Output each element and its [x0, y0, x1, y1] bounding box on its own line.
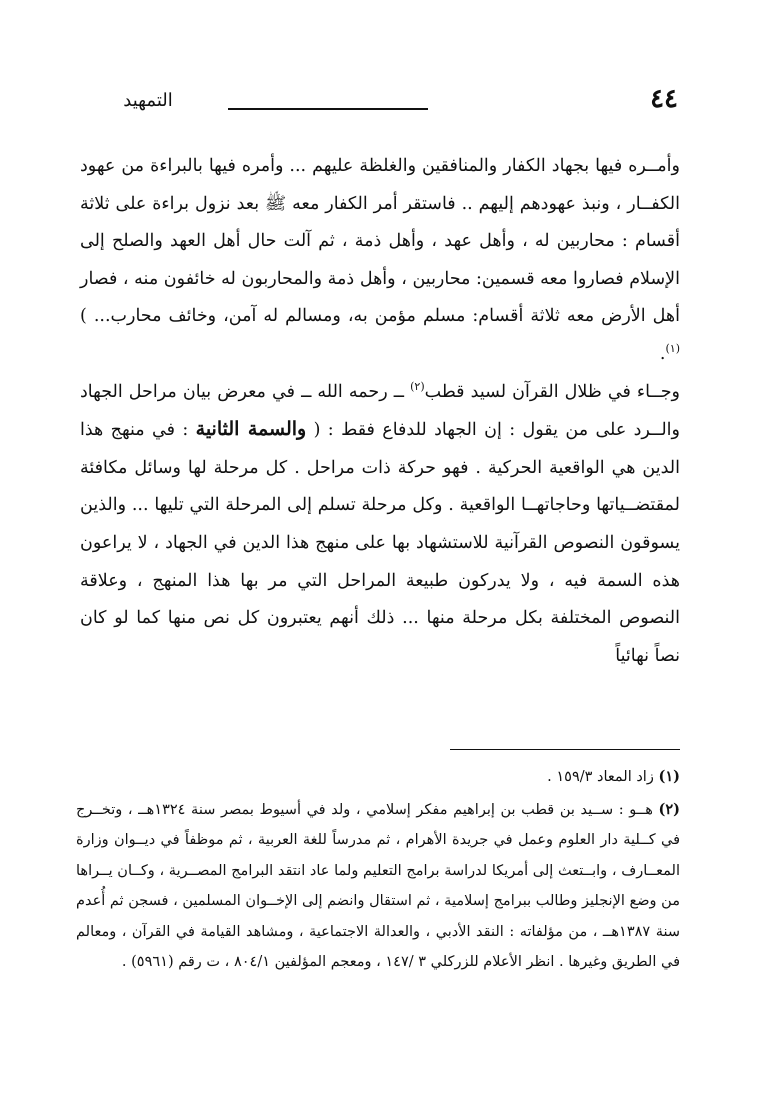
emphasized-phrase: والسمة الثانية — [195, 418, 307, 441]
paragraph-1-text: وأمــره فيها بجهاد الكفار والمنافقين والغلظة عليهم ... وأمره فيها بالبراءة من عهود الكفــار ، ونبذ عهودهم إليهم .. فاستقر أمر الكفار معه ﷺ بعد نزول براءة على ثلاثة أقسام : محاربين له ، وأهل عهد ، وأهل ذمة ، ثم آلت حال أهل العهد والصلح إلى الإسلام فصاروا معه قسمين: محاربين ، وأهل ذمة والمحاربون له خائفون منه ، فصار أهل الأرض معه ثلاثة أقسام: مسلم مؤمن به، ومسالم له آمن، وخائف محارب... ) — [80, 156, 680, 327]
footnote-2-text: هــو : ســيد بن قطب بن إبراهيم مفكر إسلامي ، ولد في أسيوط بمصر سنة ١٣٢٤هــ ، وتخــرج في كــلية دار العلوم وعمل في جريدة الأهرام ، ثم مدرساً للغة العربية ، ثم موظفاً في ديــوان وزارة المعــارف ، وابــتعث إلى أمريكا لدراسة برامج التعليم ولما عاد انتقد البرامج المصــرية ، وكــان يــراها من وضع الإنجليز وطالب ببرامج إسلامية ، ثم استقال وانضم إلى الإخــوان المسلمين ، فسجن ثم أُعدم سنة ١٣٨٧هــ ، من مؤلفاته : النقد الأدبي ، والعدالة الاجتماعية ، ومشاهد القيامة في القرآن ، ومعالم في الطريق وغيرها . انظر الأعلام للزركلي ٣ /١٤٧ ، ومعجم المؤلفين ٨٠٤/١ ، ت رقم (٥٩٦١) . — [76, 801, 680, 970]
footnote-separator — [450, 749, 680, 750]
header-rule — [228, 108, 428, 110]
main-text — [80, 148, 680, 675]
page-header — [78, 78, 678, 118]
paragraph-2-start: وجــاء في ظلال القرآن لسيد قطب — [424, 381, 680, 402]
page-number: ٤٤ — [650, 84, 678, 114]
footnote-ref-2: (٢) — [410, 379, 425, 393]
footnote-1-marker: (١) — [658, 768, 680, 785]
paragraph-2-rest: : في منهج هذا الدين هي الواقعية الحركية . فهو حركة ذات مراحل . كل مرحلة لها وسائل مكافئة لمقتضــياتها وحاجاتهــا الواقعية . وكل مرحلة تسلم إلى المرحلة التي تليها ... والذين يسوقون النصوص القرآنية للاستشهاد بها على منهج هذا الدين في الجهاد ، لا يراعون هذه السمة فيه ، ولا يدركون طبيعة المراحل التي مر بها هذا المنهج ، وعلاقة النصوص المختلفة بكل مرحلة منها ... ذلك أنهم يعتبرون كل نص منها كما لو كان نصاً نهائياً — [80, 420, 680, 666]
paragraph-2-middle: ــ رحمه الله ــ في معرض بيان مراحل الجهاد والــرد على من يقول : إن الجهاد للدفاع فقط : ( — [80, 381, 680, 441]
running-title: التمهيد — [123, 90, 173, 111]
footnotes — [76, 762, 680, 980]
paragraph-1-end: . — [659, 343, 666, 364]
footnote-1-text: زاد المعاد ١٥٩/٣ . — [547, 769, 654, 785]
footnote-2 — [76, 795, 680, 978]
paragraph-1 — [80, 148, 680, 374]
paragraph-2 — [80, 374, 680, 676]
footnote-1 — [76, 762, 680, 793]
footnote-2-marker: (٢) — [658, 800, 681, 818]
footnote-ref-1: (١) — [665, 342, 680, 356]
